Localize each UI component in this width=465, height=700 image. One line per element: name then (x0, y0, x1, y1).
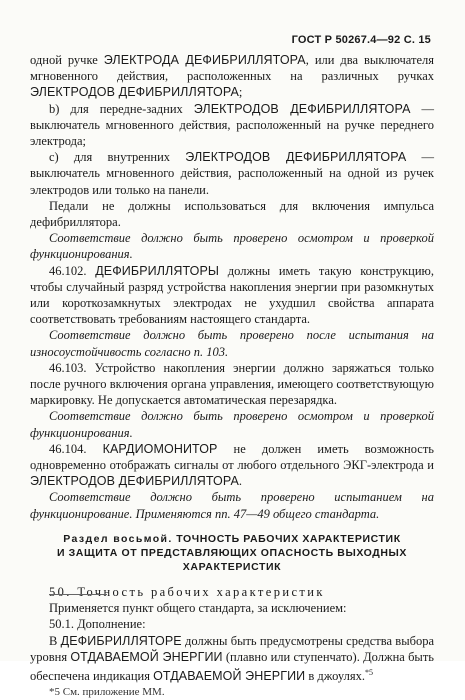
text-run: 46.102. (49, 263, 96, 278)
section-heading-line-3: ХАРАКТЕРИСТИК (182, 560, 282, 573)
paragraph-1 (30, 52, 434, 101)
term: КАРДИОМОНИТОР (102, 441, 218, 456)
text-run: (плавно или ступенчато). Должна быть обеспечена индикация (30, 649, 434, 684)
paragraph-46-102 (30, 263, 434, 328)
compliance-note-2: Соответствие должно быть проверено после испытания на износоустойчивость согласно п. 103. (30, 328, 434, 359)
text-run: — выключатель мгновенного действия, расположенный на одной из ручек электродов или только на панели. (30, 150, 435, 197)
paragraph-46-103: 46.103. Устройство накопления энергии должно заряжаться только после ручного включения органа управления, имеющего соответствующую маркировку. Не допускается автоматическая перезарядка. (30, 360, 434, 408)
text-run: должны иметь такую конструкцию, чтобы случайный разряд устройства накопления энергии при разомкнутых или короткозамкнутых электродах не ухудшил свойства аппарата соответствовать требованиям настоящего стандарта. (30, 263, 434, 327)
footnote-rule (49, 594, 107, 595)
term: ОТДАВАЕМОЙ ЭНЕРГИИ (70, 649, 223, 664)
text-run: , или два выключателя мгновенного действия, расположенных на различных ручках (30, 53, 435, 84)
footnote-marker: *5 (364, 667, 373, 677)
text-run: 46.104. (49, 441, 103, 456)
text-run: не должен иметь возможность одновременно отображать сигналы от любого отдельного ЭКГ-электрода и (30, 441, 435, 473)
text-run: ; (238, 85, 243, 100)
text-run: . (238, 474, 243, 489)
term: ЭЛЕКТРОДОВ ДЕФИБРИЛЛЯТОРА (30, 85, 239, 100)
section-heading (30, 532, 434, 574)
term: ЭЛЕКТРОДОВ ДЕФИБРИЛЛЯТОРА (193, 101, 411, 116)
section-heading-line-2: И ЗАЩИТА ОТ ПРЕДСТАВЛЯЮЩИХ ОПАСНОСТЬ ВЫХОДНЫХ (56, 546, 408, 559)
compliance-note-4: Соответствие должно быть проверено испытанием на функционирование. Применяются пп. 47—49 общего стандарта. (30, 490, 434, 521)
text-run: должны быть предусмотрены средства выбора уровня (30, 633, 434, 664)
section-lead: Раздел восьмой. (63, 532, 173, 545)
compliance-note-3: Соответствие должно быть проверено осмотром и проверкой функционирования. (30, 409, 434, 440)
term: ЭЛЕКТРОДА ДЕФИБРИЛЛЯТОРА (103, 53, 306, 67)
text-run: b) для передне-задних (49, 101, 194, 116)
paragraph-46-104 (30, 441, 434, 490)
clause-50-1-text (30, 633, 434, 685)
term: ЭЛЕКТРОДОВ ДЕФИБРИЛЛЯТОРА (185, 150, 407, 165)
spacer (30, 574, 434, 584)
section-title-part: ТОЧНОСТЬ РАБОЧИХ ХАРАКТЕРИСТИК (172, 532, 401, 545)
compliance-note-1: Соответствие должно быть проверено осмотром и проверкой функционирования. (30, 231, 434, 262)
paragraph-2 (30, 101, 434, 150)
term: ОТДАВАЕМОЙ ЭНЕРГИИ (153, 669, 306, 684)
paragraph-3 (30, 149, 434, 198)
text-run: c) для внутренних (49, 150, 186, 165)
text-run: В (49, 633, 61, 648)
footnote: *5 См. приложение ММ. (49, 686, 165, 699)
clause-50-1-title: 50.1. Дополнение: (49, 617, 146, 632)
text-run: в джоулях. (305, 669, 365, 684)
paragraph-4: Педали не должны использоваться для включения импульса дефибриллятора. (30, 198, 434, 230)
text-run: — выключатель мгновенного действия, расположенный на ручке переднего электрода; (30, 101, 434, 149)
term: ЭЛЕКТРОДОВ ДЕФИБРИЛЛЯТОРА (30, 474, 239, 489)
clause-50-text: Применяется пункт общего стандарта, за исключением: (49, 601, 347, 616)
text-run: одной ручке (30, 53, 104, 67)
section-heading-line-1 (30, 532, 434, 546)
clause-50-title: 50. Точность рабочих характеристик (49, 584, 325, 599)
term: ДЕФИБРИЛЛЯТОРЫ (95, 263, 220, 278)
page-header: ГОСТ Р 50267.4—92 С. 15 (291, 34, 431, 46)
term: ДЕФИБРИЛЛЯТОРЕ (60, 633, 182, 648)
document-body (30, 52, 434, 700)
